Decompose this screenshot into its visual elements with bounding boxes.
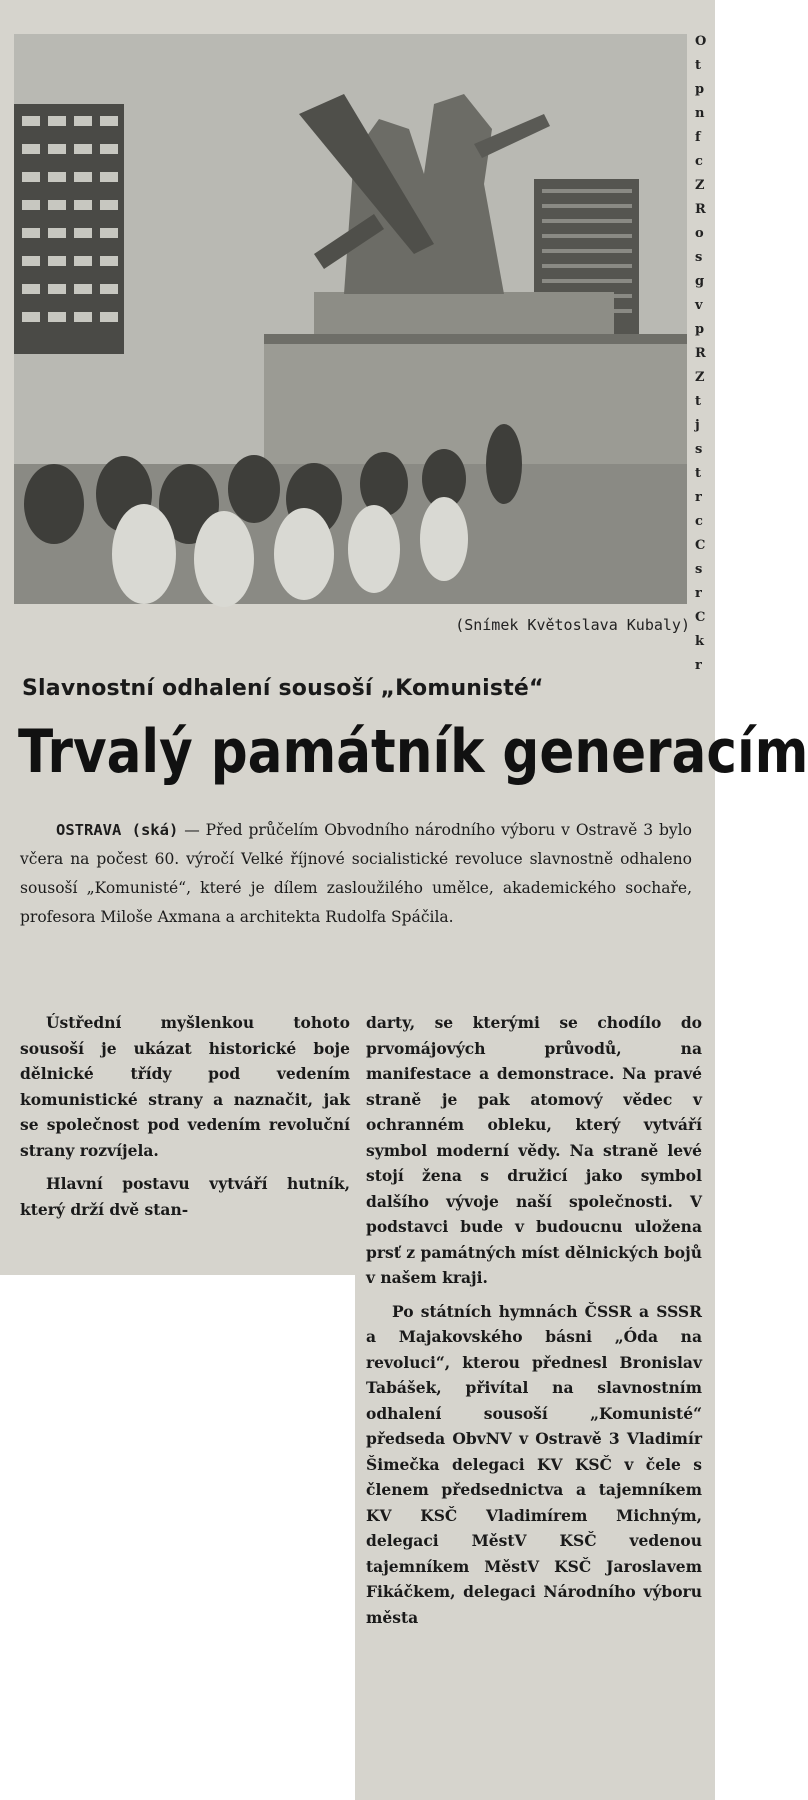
paragraph: darty, se kterými se chodílo do prvomájových průvodů, na manifestace a demonstrace. Na pravé straně je pak atomový vědec v ochranném obleku, který vytváří symbol moderní vědy. Na straně levé stojí žena s družicí jako symbol dalšího vývoje naší společnosti. V podstavci bude v budoucnu uložena prsť z památných míst dělnických bojů v našem kraji. (366, 1013, 703, 1287)
column-right (366, 1010, 702, 1638)
article-lede (20, 816, 692, 932)
paragraph: Po státních hymnách ČSSR a SSSR a Majakovského básni „Óda na revoluci“, kterou přednesl Bronislav Tabášek, přivítal na slavnostním odhalení sousoší „Komunisté“ předseda ObvNV v Ostravě 3 Vladimír Šimečka delegaci KV KSČ v čele s členem předsednictva a tajemníkem KV KSČ Vladimírem Michným, delegaci MěstV KSČ vedenou tajemníkem MěstV KSČ Jaroslavem Fikáčkem, delegaci Národního výboru města (366, 1301, 702, 1627)
blank-area (0, 1275, 355, 1800)
column-left (20, 1010, 350, 1230)
article-kicker: Slavnostní odhalení sousoší „Komunisté“ (22, 676, 544, 701)
monument-photo (14, 34, 687, 604)
article-headline: Trvalý památník generacím (18, 717, 808, 787)
dateline: OSTRAVA (ská) (56, 821, 179, 839)
paragraph: Hlavní postavu vytváří hutník, který drží dvě stan- (20, 1174, 350, 1219)
paragraph: Ústřední myšlenkou tohoto sousoší je ukázat historické boje dělnické třídy pod vedením komunistické strany a naznačit, jak se společnost pod vedením revoluční strany rozvíjela. (20, 1013, 350, 1160)
photo-caption: (Snímek Květoslava Kubaly) (455, 616, 690, 634)
adjacent-column-edge: O t p n f c Z R o s g v p R Z t j s t r c C s r C k r (695, 34, 707, 673)
lede-text: — Před průčelím Obvodního národního výboru v Ostravě 3 bylo včera na počest 60. výročí Velké říjnové socialistické revoluce slavnostně odhaleno sousoší „Komunisté“, které je dílem zasloužilého umělce, akademického sochaře, profesora Miloše Axmana a architekta Rudolfa Spáčila. (20, 821, 692, 926)
